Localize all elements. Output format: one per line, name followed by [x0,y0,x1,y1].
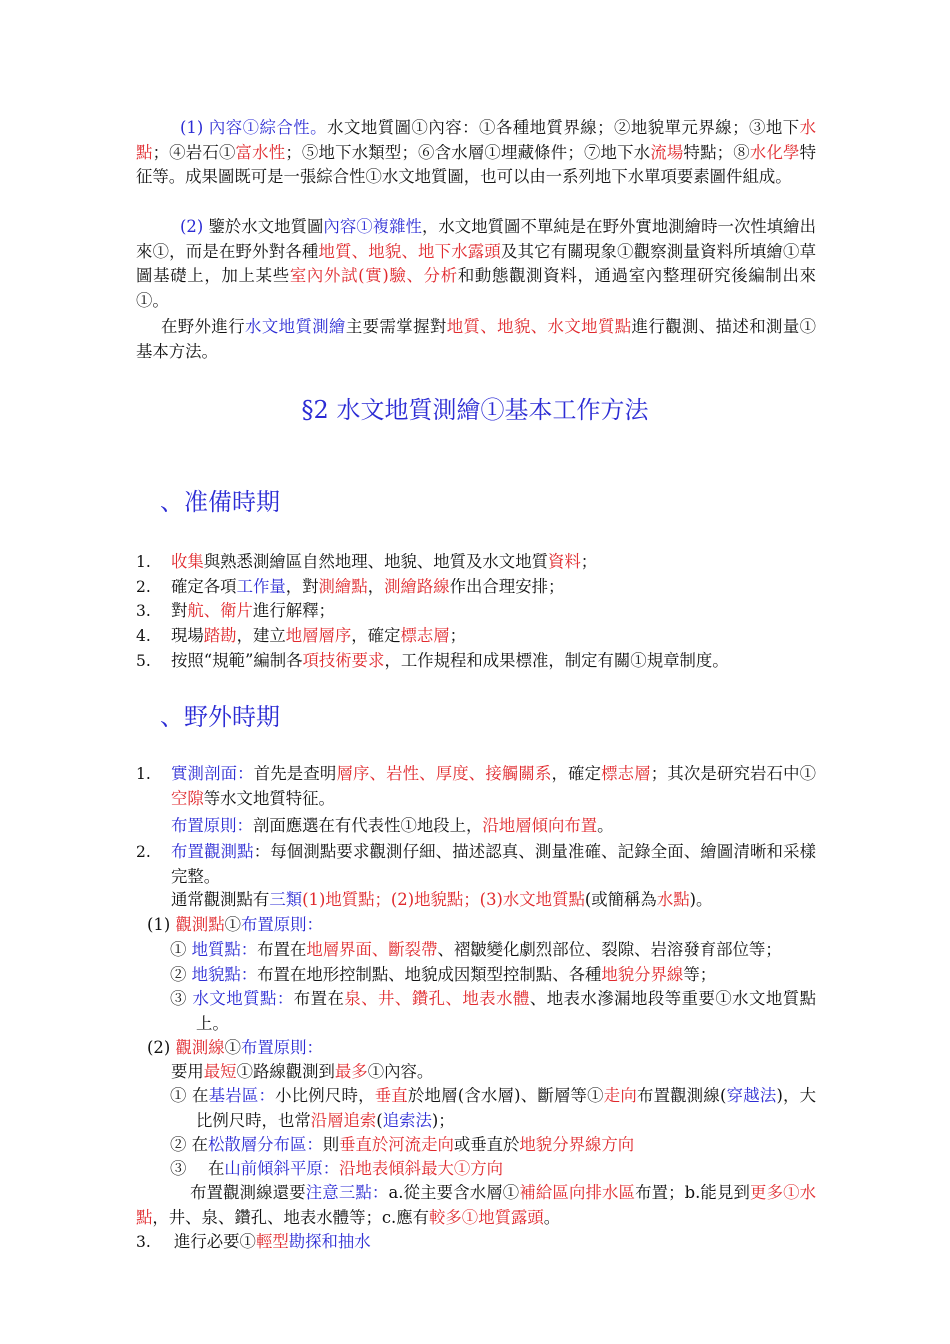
highlight-red: 輕型 [255,1232,289,1251]
text-run: 布置在 [257,940,307,959]
text-run: (1) [147,915,176,934]
point-rule-landform [170,963,816,988]
highlight-blue: 布置原則： [241,1038,323,1057]
field-item-exploration [174,1230,816,1255]
highlight-red: 沿地層傾向布置 [482,816,598,835]
text-run: ，確定 [551,764,602,783]
line-rule-notes [136,1181,816,1230]
highlight-red: 踏勘 [203,626,237,646]
highlight-red: 地質、地貌、水文地質點 [446,317,632,336]
field-item-section-rule [171,814,816,839]
highlight-red: 沿層追索 [310,1110,377,1130]
text-run: 或垂直於 [453,1135,520,1154]
highlight-blue: 地質點： [191,940,258,959]
field-item-observation-points [171,840,816,889]
text-run: 對 [171,601,188,621]
highlight-blue: 地貌點： [191,965,258,984]
text-run: 在野外進行 [161,317,246,336]
text-run: 則 [322,1135,340,1154]
text-run: 布置；b.能見到 [635,1183,751,1202]
text-run: ② [170,965,192,984]
text-run: 剖面應選在有代表性①地段上， [252,816,483,835]
preparation-item [171,575,816,600]
list-number: 1. [136,765,151,783]
highlight-blue: 基岩區： [208,1086,276,1105]
highlight-blue: 追索法 [382,1110,432,1130]
text-run: 等水文地質特征。 [203,788,335,808]
list-number: 2. [136,577,151,596]
highlight-blue: 布置觀測點 [171,842,254,861]
list-number: 1. [136,553,151,571]
highlight-red: 水化學 [749,142,800,162]
highlight-red: 垂直於河流走向 [339,1135,454,1154]
text-run: ；④岩石① [152,142,236,162]
text-run: 進行必要① [174,1232,256,1251]
highlight-red: 補給區向排水區 [519,1183,636,1202]
text-run: ①內容。 [367,1062,434,1081]
text-run: 布置觀測線( [636,1086,727,1105]
text-run: 特點；⑧ [683,142,750,162]
text-run: ； [449,626,467,646]
highlight-blue: 水文地質測繪 [245,317,346,336]
highlight-red: 水點 [136,118,817,162]
text-run: 現場 [171,626,204,646]
list-number: 3. [136,1233,151,1251]
text-run: (2) [147,1038,176,1057]
text-run: ； [580,552,598,571]
highlight-red: 地貌分界線方向 [519,1135,635,1154]
text-run: 確定各項 [171,576,237,596]
highlight-red: 地貌分界線 [601,965,684,984]
text-run: 布置觀測線還要 [190,1183,306,1202]
text-run: 要用 [171,1062,204,1081]
text-run: ② 在 [170,1135,208,1154]
text-run: ，建立 [236,626,286,646]
highlight-blue: 穿越法 [726,1086,777,1105]
highlight-red: 測繪點 [318,576,368,596]
text-run: 進行觀測、描述和測量①基本方法。 [136,317,817,361]
highlight-red: 收集 [171,552,204,571]
text-run: 等； [683,965,717,984]
text-run: 及其它有關現象①觀察測量資料所填繪①草圖基礎上，加上某些 [136,241,817,286]
text-run: ，水文地質圖不單純是在野外實地測繪時一次性填繪出來①，而是在野外對各種 [136,217,817,261]
text-run: 按照“規範”編制各 [171,650,303,670]
highlight-blue: 山前傾斜平原： [224,1159,340,1178]
highlight-red: 觀測點 [175,915,225,934]
highlight-blue: 注意三點： [305,1183,389,1202]
highlight-red: 地質、地貌、地下水露頭 [318,241,501,261]
text-run: ①路線觀測到 [236,1062,335,1081]
text-run: 布置在地形控制點、地貌成因類型控制點、各種 [257,965,602,984]
preparation-item [171,649,816,674]
highlight-red: 航、衛片 [187,601,253,621]
text-run: 作出合理安排； [449,576,565,596]
highlight-red: 更多①水點 [136,1183,817,1227]
highlight-red: 標志層 [400,626,450,646]
text-run: )； [431,1110,455,1130]
highlight-red: 富水性 [235,142,286,162]
highlight-red: 垂直 [374,1086,408,1105]
text-run: 、褶皺變化劇烈部位、裂隙、岩溶發育部位等； [437,940,782,959]
highlight-blue: 三類 [269,890,303,909]
field-item-point-types [171,888,816,913]
highlight-red: 地層層序 [285,626,352,646]
highlight-red: 泉、井、鑽孔、地表水體 [344,989,530,1008]
text-run: ③ [170,989,193,1008]
highlight-red: 較多①地質露頭 [429,1207,544,1227]
text-run: ；其次是研究岩石中① [650,764,817,783]
text-run: 進行解釋； [252,601,335,621]
text-run: ，確定 [351,626,401,646]
list-number: 4. [136,627,151,646]
text-run: ① 在 [170,1086,209,1105]
highlight-red: 最多 [334,1062,368,1081]
highlight-red: 標志層 [601,764,651,783]
text-run: ，井、泉、鑽孔、地表水體等；c.應有 [152,1207,430,1227]
list-number: 5. [136,651,151,670]
intro-paragraph-1 [136,116,816,190]
preparation-item [171,624,816,649]
text-run: )，大比例尺時，也常 [196,1086,817,1130]
point-rules-heading [147,913,816,938]
highlight-blue: 水文地質點： [192,989,294,1008]
highlight-blue: (1) 內容①綜合性。 [180,118,328,137]
preparation-item [171,599,816,624]
text-run: 首先是查明 [253,764,337,783]
text-run: 鑒於水文地質圖 [208,217,324,236]
text-run: 通常觀測點有 [171,890,270,909]
text-run: 水文地質圖①內容：①各種地質界線；②地貌單元界線；③地下 [327,118,800,137]
text-run: 。 [543,1207,561,1227]
highlight-blue: 布置原則： [171,816,253,835]
text-run: 和動態觀測資料，通過室內整理研究後編制出來①。 [136,266,816,310]
text-run: )。 [689,890,713,909]
highlight-red: 項技術要求 [302,650,385,670]
text-run: ，對 [285,576,319,596]
point-rule-geology [170,938,816,963]
list-number: 2. [136,843,151,861]
highlight-red: 觀測線 [175,1038,225,1057]
intro-paragraph-2 [136,215,816,313]
text-run: 特征等。成果圖既可是一張綜合性①水文地質圖，也可以由一系列地下水單項要素圖件組成。 [136,142,817,187]
text-run: ：每個測點要求觀測仔細、描述認真、測量准確、記錄全面、繪圖清晰和采樣完整。 [171,842,817,886]
text-run: ( [376,1110,383,1130]
line-rule-loose [170,1133,816,1158]
text-run: ① [170,940,192,959]
highlight-blue: 內容①複雜性 [323,217,422,236]
highlight-red: 空隙 [171,788,204,808]
highlight-red: 資料 [547,552,581,571]
text-run: 小比例尺時， [275,1086,375,1105]
field-item-measured-section [171,762,816,811]
text-run: 布置在 [293,989,345,1008]
text-run: ；⑤地下水類型；⑥含水層①埋藏條件；⑦地下水 [285,142,651,162]
line-rule-intro [171,1060,816,1085]
text-run: ① [224,915,241,934]
highlight-red: 室內外試(實)驗、分析 [289,266,458,286]
highlight-red: 水點 [656,890,690,909]
text-run: 主要需掌握對 [345,317,447,336]
section-title: §2 水文地質測繪①基本工作方法 [301,396,649,424]
highlight-red: 沿地表傾斜最大①方向 [339,1159,504,1178]
intro-paragraph-3 [136,315,816,364]
preparation-item [171,550,816,575]
text-run: 、地表水滲漏地段等重要①水文地質點上。 [196,989,817,1033]
highlight-blue: 工作量 [236,576,286,596]
text-run: 。 [597,816,614,835]
highlight-blue: 布置原則： [241,915,323,934]
point-rule-hydro [170,987,816,1036]
highlight-red: 地層界面、斷裂帶 [306,940,438,959]
text-run: ③ 在 [170,1159,225,1178]
text-run: 與熟悉測繪區自然地理、地貌、地質及水文地質 [203,552,548,571]
line-rules-heading [147,1036,816,1061]
text-run: a.從主要含水層① [388,1183,520,1202]
highlight-blue: 勘探和抽水 [288,1232,371,1251]
highlight-red: (1)地質點；(2)地貌點；(3)水文地質點 [302,890,585,909]
highlight-blue: (2) [180,217,209,236]
heading-field: 、野外時期 [160,703,280,731]
line-rule-bedrock [170,1084,816,1133]
line-rule-piedmont [170,1157,816,1182]
text-run: ，工作規程和成果標准，制定有關①規章制度。 [384,650,729,670]
highlight-red: 流場 [650,142,684,162]
text-run: ， [367,576,385,596]
highlight-red: 層序、岩性、厚度、接觸關系 [336,764,552,783]
text-run: ① [224,1038,241,1057]
text-run: (或簡稱為 [584,890,657,909]
heading-preparation: 、准備時期 [160,488,280,516]
highlight-red: 走向 [603,1086,637,1105]
highlight-red: 最短 [203,1062,237,1081]
text-run: 於地層(含水層)、斷層等① [407,1086,604,1105]
highlight-red: 測繪路線 [384,576,450,596]
list-number: 3. [136,602,151,621]
highlight-blue: 松散層分布區： [208,1135,323,1154]
highlight-blue: 實測剖面： [171,764,254,783]
